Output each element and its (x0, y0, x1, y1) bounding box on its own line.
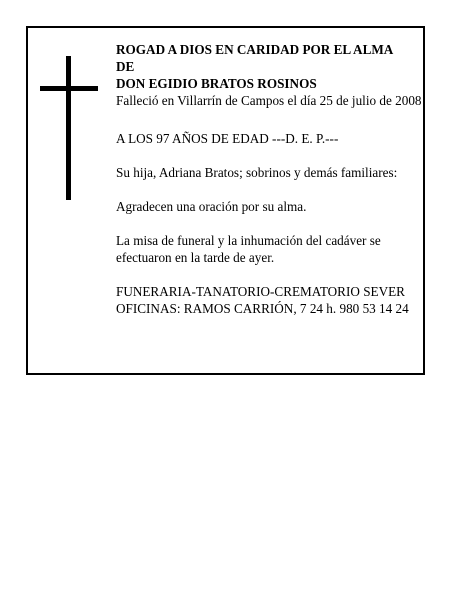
service-line: La misa de funeral y la inhumación del cadáver se efectuaron en la tarde de ayer. (116, 233, 381, 265)
cross-horizontal-bar (40, 86, 98, 91)
age-line: A LOS 97 AÑOS DE EDAD ---D. E. P.--- (116, 131, 339, 146)
obituary-notice (26, 26, 425, 375)
death-info: Falleció en Villarrín de Campos el día 25 de julio de 2008 (116, 93, 422, 108)
cross-icon (40, 56, 98, 200)
notice-heading-line-2: DE (116, 59, 135, 74)
notice-heading-line-1: ROGAD A DIOS EN CARIDAD POR EL ALMA (116, 42, 394, 57)
notice-text (116, 41, 422, 317)
family-line: Su hija, Adriana Bratos; sobrinos y demás familiares: (116, 165, 398, 180)
funeral-home: FUNERARIA-TANATORIO-CREMATORIO SEVER (116, 284, 405, 299)
thanks-line: Agradecen una oración por su alma. (116, 199, 307, 214)
cross-vertical-bar (66, 56, 71, 200)
office-line: OFICINAS: RAMOS CARRIÓN, 7 24 h. 980 53 14 24 (116, 301, 409, 316)
deceased-name: DON EGIDIO BRATOS ROSINOS (116, 76, 317, 91)
